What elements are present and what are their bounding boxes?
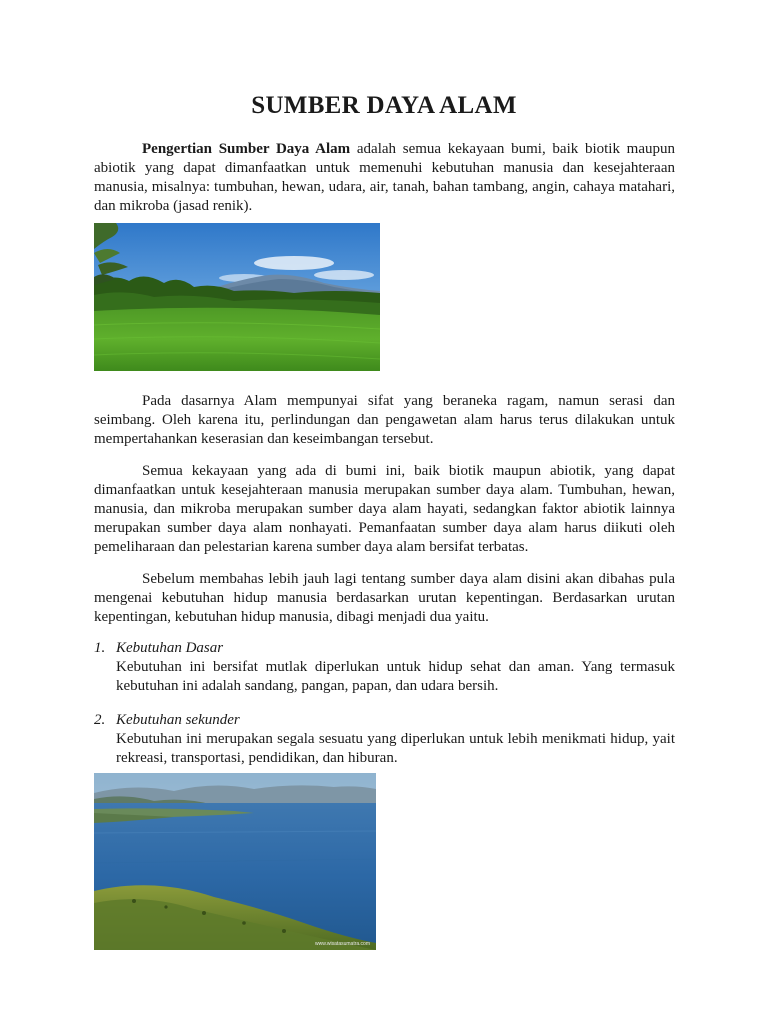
list-item [94, 639, 675, 696]
list-item-heading: Kebutuhan sekunder [116, 712, 240, 728]
list-item-body: Kebutuhan ini merupakan segala sesuatu yang diperlukan untuk lebih menikmati hidup, yait rekreasi, transportasi, pendidikan, dan hiburan. [116, 731, 675, 766]
lake-hillside-photo [94, 773, 376, 950]
paragraph-3-text: Semua kekayaan yang ada di bumi ini, baik biotik maupun abiotik, yang dapat dimanfaatkan untuk kesejahteraan manusia merupakan sumber daya alam. Tumbuhan, hewan, manusia, dan mikroba merupakan sumber daya alam hayati, sedangkan faktor abiotik lainnya merupakan sumber daya alam nonhayati. Pemanfaatan sumber daya alam harus diikuti oleh pemeliharaan dan pelestarian karena sumber daya alam bersifat terbatas. [94, 463, 675, 555]
photo-watermark: www.wisatasumatra.com [314, 941, 370, 947]
intro-text: adalah semua kekayaan bumi, baik biotik maupun abiotik yang dapat dimanfaatkan untuk memenuhi kebutuhan manusia dan kesejahteraan manusia, misalnya: tumbuhan, hewan, udara, air, tanah, bahan tambang, angin, cahaya matahari, dan mikroba (jasad renik). [94, 141, 675, 214]
paragraph-4 [94, 570, 675, 627]
list-item-body: Kebutuhan ini bersifat mutlak diperlukan untuk hidup sehat dan aman. Yang termasuk kebutuhan ini adalah sandang, pangan, papan, dan udara bersih. [116, 659, 675, 694]
list-item-heading: Kebutuhan Dasar [116, 640, 224, 656]
paragraph-4-text: Sebelum membahas lebih jauh lagi tentang sumber daya alam disini akan dibahas pula mengenai kebutuhan hidup manusia berdasarkan urutan kepentingan. Berdasarkan urutan kepentingan, kebutuhan hidup manusia, dibagi menjadi dua yaitu. [94, 571, 675, 625]
list-item-number: 2. [94, 712, 106, 728]
paragraph-2-text: Pada dasarnya Alam mempunyai sifat yang beraneka ragam, namun serasi dan seimbang. Oleh karena itu, perlindungan dan pengawetan alam harus terus dilakukan untuk mempertahankan keserasian dan keseimbangan tersebut. [94, 393, 675, 447]
list-item-number: 1. [94, 640, 106, 656]
list-item [94, 711, 675, 768]
paragraph-2 [94, 392, 675, 449]
page-title: SUMBER DAYA ALAM [251, 92, 517, 119]
rice-field-mountain-photo [94, 223, 380, 371]
intro-paragraph [94, 140, 675, 216]
paragraph-3 [94, 462, 675, 557]
intro-term: Pengertian Sumber Daya Alam [142, 141, 351, 157]
